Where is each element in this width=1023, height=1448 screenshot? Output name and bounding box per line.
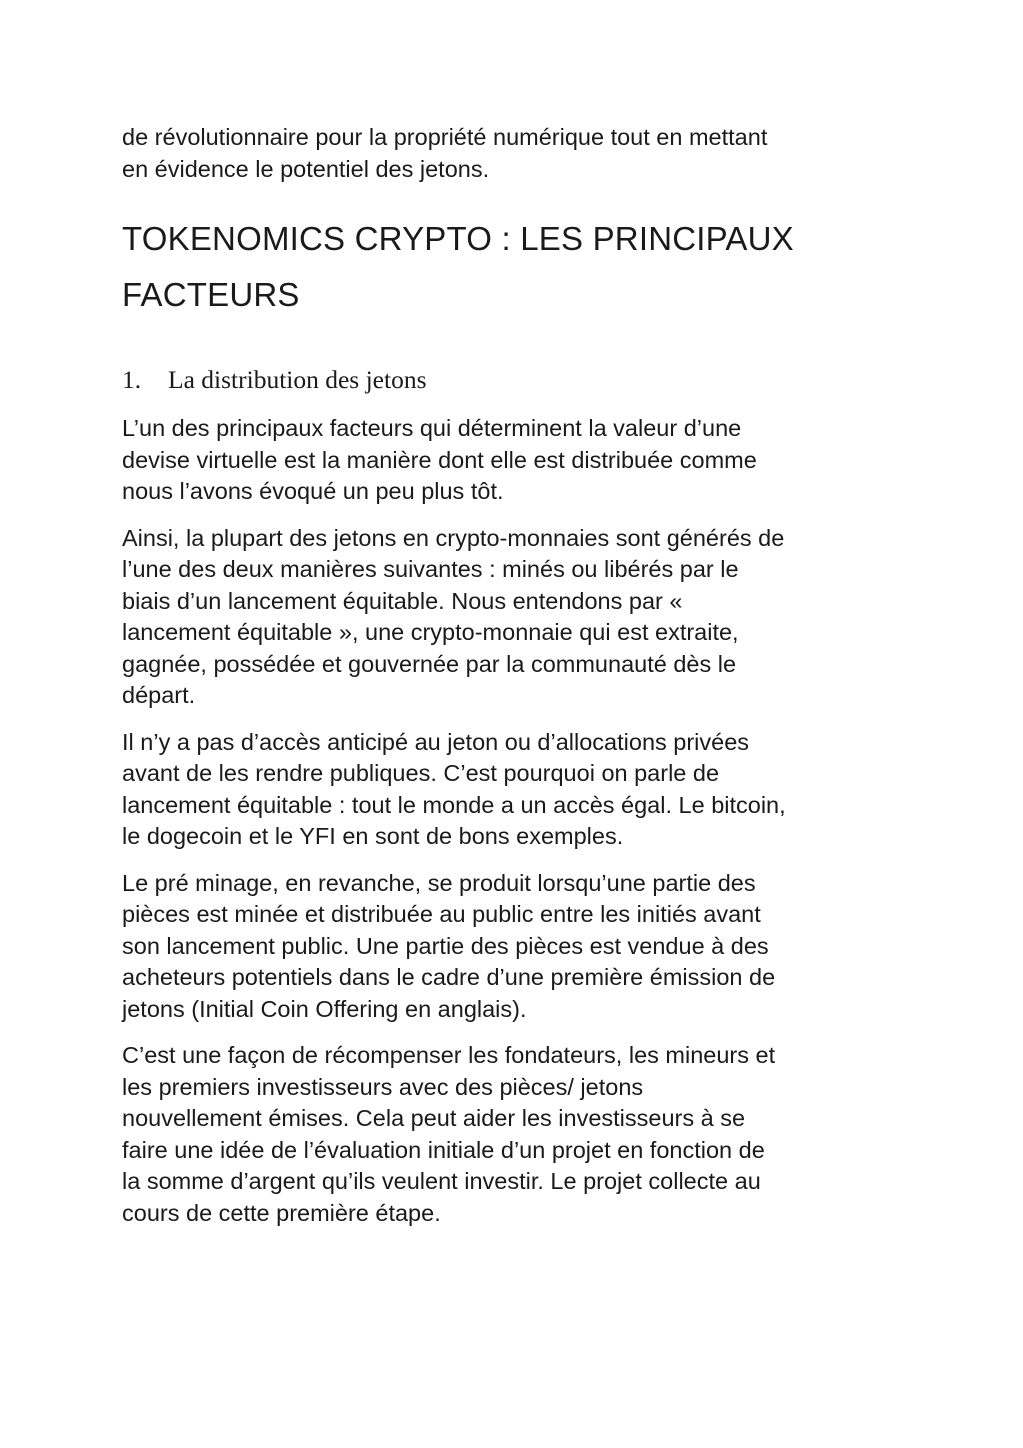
text-line: faire une idée de l’évaluation initiale d’un projet en fonction de <box>122 1136 765 1163</box>
text-line: biais d’un lancement équitable. Nous entendons par « <box>122 587 683 614</box>
body-paragraph-4 <box>122 868 912 1026</box>
body-paragraph-1 <box>122 413 912 508</box>
text-line: C’est une façon de récompenser les fondateurs, les mineurs et <box>122 1042 776 1068</box>
text-line: le dogecoin et le YFI en sont de bons exemples. <box>122 823 624 849</box>
subsection-title: La distribution des jetons <box>168 365 427 394</box>
text-line: en évidence le potentiel des jetons. <box>122 155 490 182</box>
text-line: L’un des principaux facteurs qui déterminent la valeur d’une <box>122 415 742 441</box>
title-line: TOKENOMICS CRYPTO : LES PRINCIPAUX <box>122 220 794 257</box>
body-paragraph-3 <box>122 727 912 853</box>
text-line: Le pré minage, en revanche, se produit lorsqu’une partie des <box>122 869 756 896</box>
text-line: jetons (Initial Coin Offering en anglais). <box>122 995 527 1022</box>
text-line: l’une des deux manières suivantes : minés ou libérés par le <box>122 556 739 582</box>
text-line: son lancement public. Une partie des pièces est vendue à des <box>122 932 769 959</box>
text-line: nous l’avons évoqué un peu plus tôt. <box>122 478 504 504</box>
body-paragraph-2 <box>122 523 912 712</box>
text-line: la somme d’argent qu’ils veulent investir. Le projet collecte au <box>122 1168 761 1194</box>
text-line: devise virtuelle est la manière dont elle est distribuée comme <box>122 446 757 473</box>
body-paragraph-5 <box>122 1040 912 1229</box>
title-line: FACTEURS <box>122 276 300 313</box>
text-line: lancement équitable : tout le monde a un accès égal. Le bitcoin, <box>122 791 786 818</box>
text-line: gagnée, possédée et gouvernée par la communauté dès le <box>122 650 737 677</box>
text-line: nouvellement émises. Cela peut aider les investisseurs à se <box>122 1105 746 1131</box>
page-content <box>122 122 912 1229</box>
section-title <box>122 211 912 323</box>
text-line: Ainsi, la plupart des jetons en crypto-monnaies sont générés de <box>122 524 785 551</box>
intro-paragraph <box>122 122 912 185</box>
text-line: les premiers investisseurs avec des pièces/ jetons <box>122 1073 644 1100</box>
text-line: Il n’y a pas d’accès anticipé au jeton ou d’allocations privées <box>122 728 750 755</box>
text-line: lancement équitable », une crypto-monnaie qui est extraite, <box>122 619 739 645</box>
subsection-heading <box>122 363 912 397</box>
text-line: de révolutionnaire pour la propriété numérique tout en mettant <box>122 124 768 150</box>
text-line: cours de cette première étape. <box>122 1199 441 1226</box>
subsection-number: 1. <box>122 365 142 394</box>
text-line: départ. <box>122 682 196 708</box>
text-line: avant de les rendre publiques. C’est pourquoi on parle de <box>122 760 720 786</box>
text-line: acheteurs potentiels dans le cadre d’une première émission de <box>122 964 776 990</box>
text-line: pièces est minée et distribuée au public entre les initiés avant <box>122 901 761 927</box>
